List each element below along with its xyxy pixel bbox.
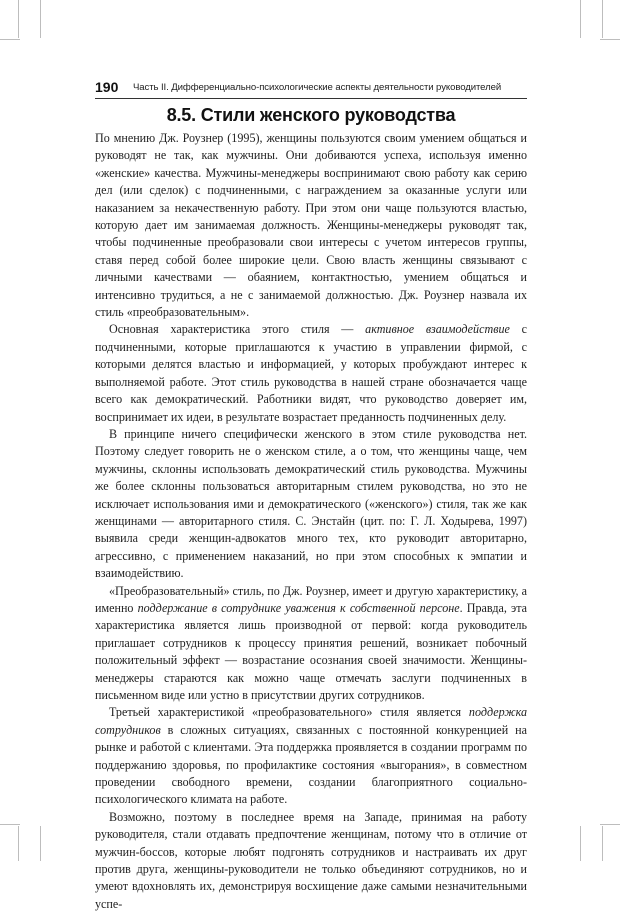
crop-mark [580,826,581,861]
paragraph: Возможно, поэтому в последнее время на Западе, принимая на работу руководителя, стали отдавать предпочтение женщинам, потому что в отличие от мужчин-боссов, которые любят подгонять сотрудников и настраивать их друг против друга, женщины-руководители не только объединяют сотрудников, но и умеют вдохновлять их, демонстрируя восхищение даже самыми незначительными успе- [95,809,527,911]
crop-mark [18,0,19,38]
page-number: 190 [95,79,119,95]
crop-mark [0,824,20,825]
crop-mark [600,39,620,40]
paragraph: Третьей характеристикой «преобразовательного» стиля является поддержка сотрудников в сложных ситуациях, связанных с постоянной конкуренцией на рынке и работой с клиентами. Эта поддержка проявляется в создании программ по поддержанию здоровья, по профилактике состояния «выгорания», в совместном проведении свободного времени, создании благоприятного социально-психологического климата на работе. [95,705,527,807]
page-header [95,80,527,99]
section-title: 8.5. Стили женского руководства [166,105,456,125]
crop-mark [600,824,620,825]
emphasis: поддержка сотрудников [95,705,527,737]
paragraph: В принципе ничего специфически женского в этом стиле руководства нет. Поэтому следует говорить не о женском стиле, а о том, что женщины чаще, чем мужчины, склонны использовать демократический стиль руководства. Мужчины же более склонны пользоваться авторитарным стилем руководства, но это не исключает использования ими и демократического («женского») стиля, так же как женщинами — авторитарного стиля. С. Энстайн (цит. по: Г. Л. Ходырева, 1997) выявила среди женщин-адвокатов много тех, кто руководит авторитарно, агрессивно, с применением наказаний, но при этом способных к эмпатии и взаимодействию. [95,426,527,581]
crop-mark [18,826,19,861]
crop-mark [580,0,581,38]
crop-mark [0,39,20,40]
paragraph: «Преобразовательный» стиль, по Дж. Роузнер, имеет и другую характеристику, а именно поддержание в сотруднике уважения к собственной персоне. Правда, эта характеристика является лишь производной от первой: когда руководитель приглашает сотрудников к процессу принятия решений, возникает побочный положительный эффект — возрастание осознания своей значимости. Женщины-менеджеры стараются как можно чаще отмечать заслуги подчиненных в письменном виде или устно в присутствии других сотрудников. [95,583,527,702]
emphasis: поддержание в сотруднике уважения к собственной персоне [137,600,460,615]
paragraph: Основная характеристика этого стиля — активное взаимодействие с подчиненными, которые приглашаются к участию в управлении фирмой, с которыми делятся властью и информацией, у которых пробуждают интерес к выполняемой работе. Этот стиль руководства в нашей стране обозначается чаще всего как демократический. Работники видят, что руководство доверяет им, воспринимает их идеи, в результате возрастает преданность подчиненных делу. [95,322,527,424]
running-head: Часть II. Дифференциально-психологические аспекты деятельности руководителей [133,82,502,93]
crop-mark [40,0,41,38]
body-text [95,130,527,913]
crop-mark [602,0,603,38]
paragraph: По мнению Дж. Роузнер (1995), женщины пользуются своим умением общаться и руководят не так, как мужчины. Они добиваются успеха, используя именно «женские» качества. Мужчины-менеджеры воспринимают свою работу как серию дел (или сделок) с подчиненными, с награждением за оказанные услуги или наказанием за некачественную работу. При этом они чаще пользуются властью, которую дает им занимаемая должность. Женщины-менеджеры руководят так, чтобы подчиненные преобразовали свои интересы с учетом интересов группы, ставя перед собой более широкие цели. Свою власть женщины связывают с личными качествами — обаянием, контактностью, умением общаться и интенсивно трудиться, а не с занимаемой должностью. Дж. Роузнер назвала их стиль «преобразовательным». [95,131,527,320]
crop-mark [602,826,603,861]
emphasis: активное взаимодействие [365,322,510,337]
crop-mark [40,826,41,861]
